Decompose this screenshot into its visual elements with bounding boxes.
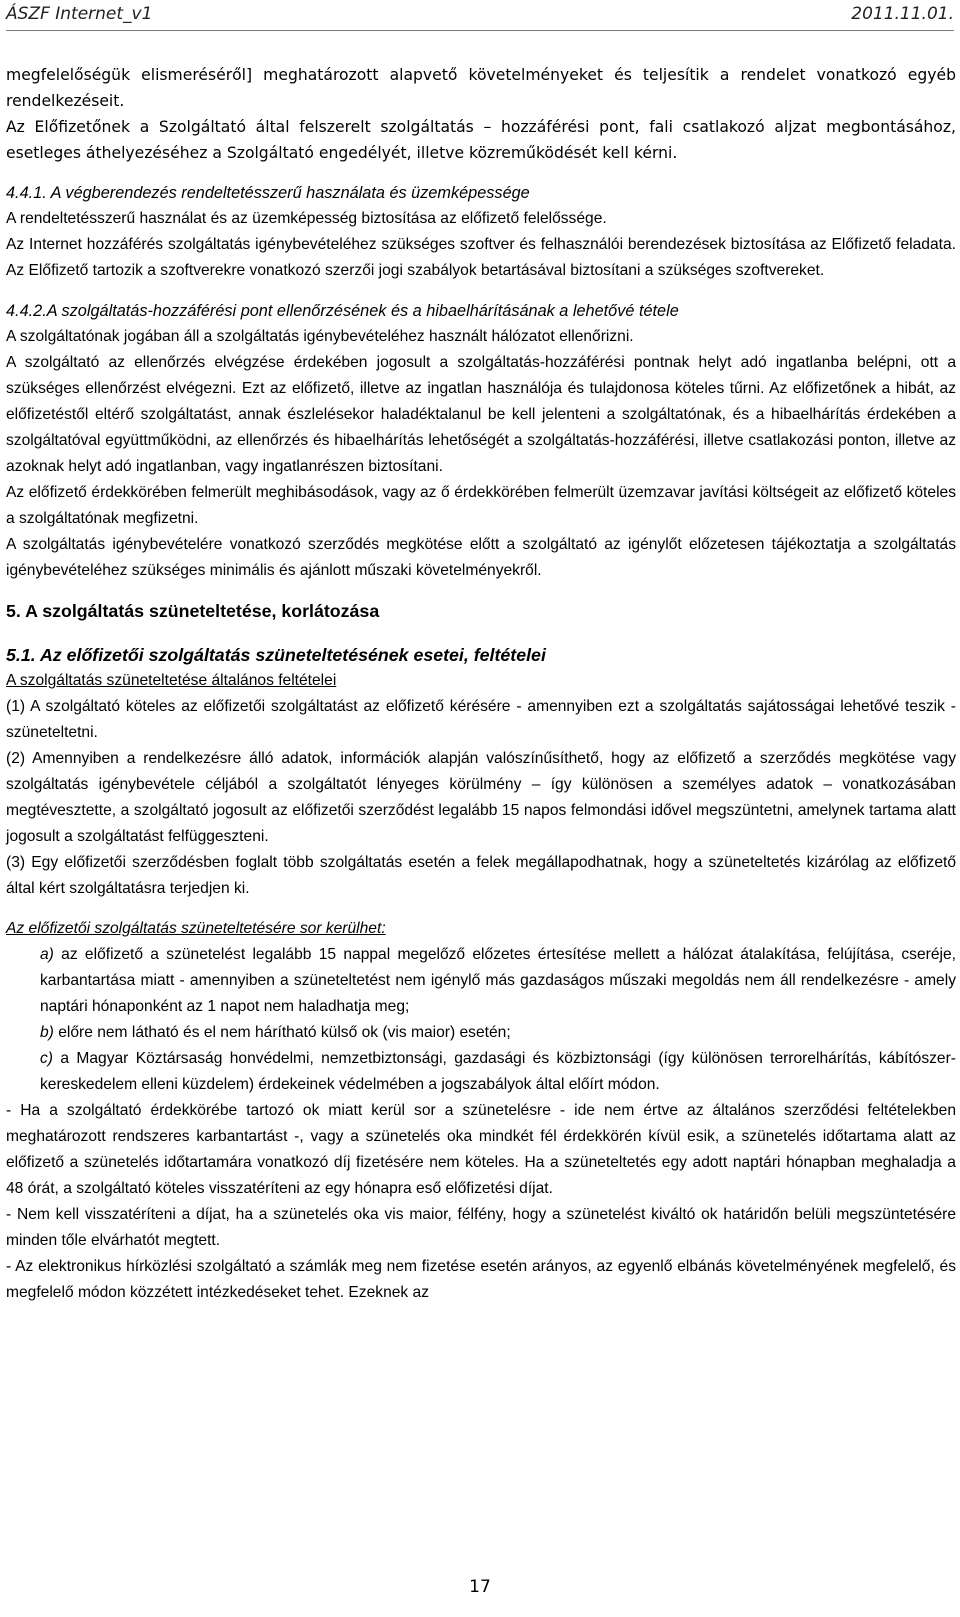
- paragraph: (1) A szolgáltató köteles az előfizetői szolgáltatást az előfizető kérésére - amennyiben ezt a szolgáltatás sajátosságai lehetővé teszik - szüneteltetni.: [6, 698, 956, 741]
- list-text: előre nem látható és el nem hárítható külső ok (vis maior) esetén;: [53, 1024, 511, 1041]
- section-heading-4-4-2: 4.4.2.A szolgáltatás-hozzáférési pont ellenőrzésének és a hibaelhárításának a lehetővé tétele: [6, 302, 679, 320]
- document-body: [6, 62, 956, 1306]
- paragraph: - Az elektronikus hírközlési szolgáltató a számlák meg nem fizetése esetén arányos, az egyenlő elbánás követelményének megfelelő, és megfelelő módon közzétett intézkedéseket tehet. Ezeknek az: [6, 1258, 956, 1301]
- cases-heading: Az előfizetői szolgáltatás szüneteltetésére sor kerülhet:: [6, 920, 386, 937]
- list-item: [6, 1020, 956, 1046]
- list-item: [6, 1046, 956, 1098]
- paragraph: Az Internet hozzáférés szolgáltatás igénybevételéhez szükséges szoftver és felhasználói berendezések biztosítása az Előfizető feladata. Az Előfizető tartozik a szoftverekre vonatkozó szerzői jogi szabályok betartásával biztosítani a szükséges szoftvereket.: [6, 236, 956, 279]
- header-doc-title: ÁSZF Internet_v1: [6, 4, 153, 24]
- paragraph: - Ha a szolgáltató érdekkörébe tartozó ok miatt kerül sor a szünetelésre - ide nem értve az általános szerződési feltételekben meghatározott rendszeres karbantartást -, vagy a szünetelés oka mindkét fél érdekkörén kívül esik, a szünetelés időtartama alatt az előfizető a szünetelés időtartamára vonatkozó díj fizetésére nem köteles. Ha a szüneteltetés egy adott naptári hónapban meghaladja a 48 órát, a szolgáltató köteles visszatéríteni az egy hónapra eső előfizetési díjat.: [6, 1102, 956, 1197]
- section-heading-4-4-1: 4.4.1. A végberendezés rendeltetésszerű használata és üzemképessége: [6, 184, 530, 202]
- header-date: 2011.11.01.: [851, 4, 954, 24]
- list-label: a): [40, 946, 54, 963]
- paragraph: A szolgáltató az ellenőrzés elvégzése érdekében jogosult a szolgáltatás-hozzáférési pontnak helyt adó ingatlanba belépni, ott a szükséges ellenőrzést elvégezni. Ezt az előfizető, illetve az ingatlan használója és tulajdonosa köteles tűrni. Az előfizetőnek a hibát, az előfizetéstől eltérő szolgáltatást, annak észlelésekor haladéktalanul be kell jelenteni a szolgáltatónak, és a hibaelhárítás érdekében a szolgáltatóval együttműködni, az ellenőrzés és hibaelhárítás lehetőségét a szolgáltatás-hozzáférési, illetve csatlakozási ponton, illetve az azoknak helyt adó ingatlanban, vagy ingatlanrészen biztosítani.: [6, 354, 956, 475]
- list-text: az előfizető a szünetelést legalább 15 nappal megelőző előzetes értesítése mellett a hálózat átalakítása, felújítása, cseréje, karbantartása miatt - amennyiben a szüneteltetést nem igénylő más gazdaságos műszaki megoldás nem áll rendelkezésre - amely naptári hónaponként az 1 napot nem haladhatja meg;: [40, 946, 956, 1015]
- list-item: [6, 942, 956, 1020]
- paragraph: A szolgáltatónak jogában áll a szolgáltatás igénybevételéhez használt hálózatot ellenőrizni.: [6, 328, 634, 345]
- page-header: [6, 0, 954, 31]
- paragraph: Az előfizető érdekkörében felmerült meghibásodások, vagy az ő érdekkörében felmerült üzemzavar javítási költségeit az előfizető köteles a szolgáltatónak megfizetni.: [6, 484, 956, 527]
- list-text: a Magyar Köztársaság honvédelmi, nemzetbiztonsági, gazdasági és közbiztonsági (így különösen terrorelhárítás, kábítószer-kereskedelem elleni küzdelem) érdekeinek védelmében a jogszabályok által előírt módon.: [40, 1050, 956, 1093]
- paragraph: (2) Amennyiben a rendelkezésre álló adatok, információk alapján valószínűsíthető, hogy az előfizető a szerződés megkötése vagy szolgáltatás igénybevétele céljából a szolgáltatót lényeges körülmény – így különösen a személyes adatok – vonatkozásában megtévesztette, a szolgáltató jogosult az előfizetői szerződést legalább 15 napos felmondási idővel megszüntetni, amelynek tartama alatt jogosult a szolgáltatást felfüggeszteni.: [6, 750, 956, 845]
- section-heading-5-1: 5.1. Az előfizetői szolgáltatás szüneteltetésének esetei, feltételei: [6, 645, 546, 665]
- paragraph: megfelelőségük elismeréséről] meghatározott alapvető követelményeket és teljesítik a rendelet vonatkozó egyéb rendelkezéseit.: [6, 66, 956, 110]
- section-heading-5: 5. A szolgáltatás szüneteltetése, korlátozása: [6, 601, 380, 621]
- paragraph: A rendeltetésszerű használat és az üzemképesség biztosítása az előfizető felelőssége.: [6, 210, 607, 227]
- paragraph: (3) Egy előfizetői szerződésben foglalt több szolgáltatás esetén a felek megállapodhatnak, hogy a szüneteltetés kizárólag az előfizető által kért szolgáltatásra terjedjen ki.: [6, 854, 956, 897]
- paragraph: Az Előfizetőnek a Szolgáltató által felszerelt szolgáltatás – hozzáférési pont, fali csatlakozó aljzat megbontásához, esetleges áthelyezéséhez a Szolgáltató engedélyét, illetve közreműködését kell kérni.: [6, 118, 956, 162]
- paragraph: A szolgáltatás igénybevételére vonatkozó szerződés megkötése előtt a szolgáltató az igénylőt előzetesen tájékoztatja a szolgáltatás igénybevételéhez szükséges minimális és ajánlott műszaki követelményekről.: [6, 536, 956, 579]
- page-number: 17: [469, 1577, 491, 1597]
- paragraph: - Nem kell visszatéríteni a díjat, ha a szünetelés oka vis maior, félfény, hogy a szünetelést kiváltó ok határidőn belüli megszüntetésére minden tőle elvárhatót megtett.: [6, 1206, 956, 1249]
- list-label: c): [40, 1050, 53, 1067]
- subtitle: A szolgáltatás szüneteltetése általános feltételei: [6, 672, 337, 689]
- list-label: b): [40, 1024, 54, 1041]
